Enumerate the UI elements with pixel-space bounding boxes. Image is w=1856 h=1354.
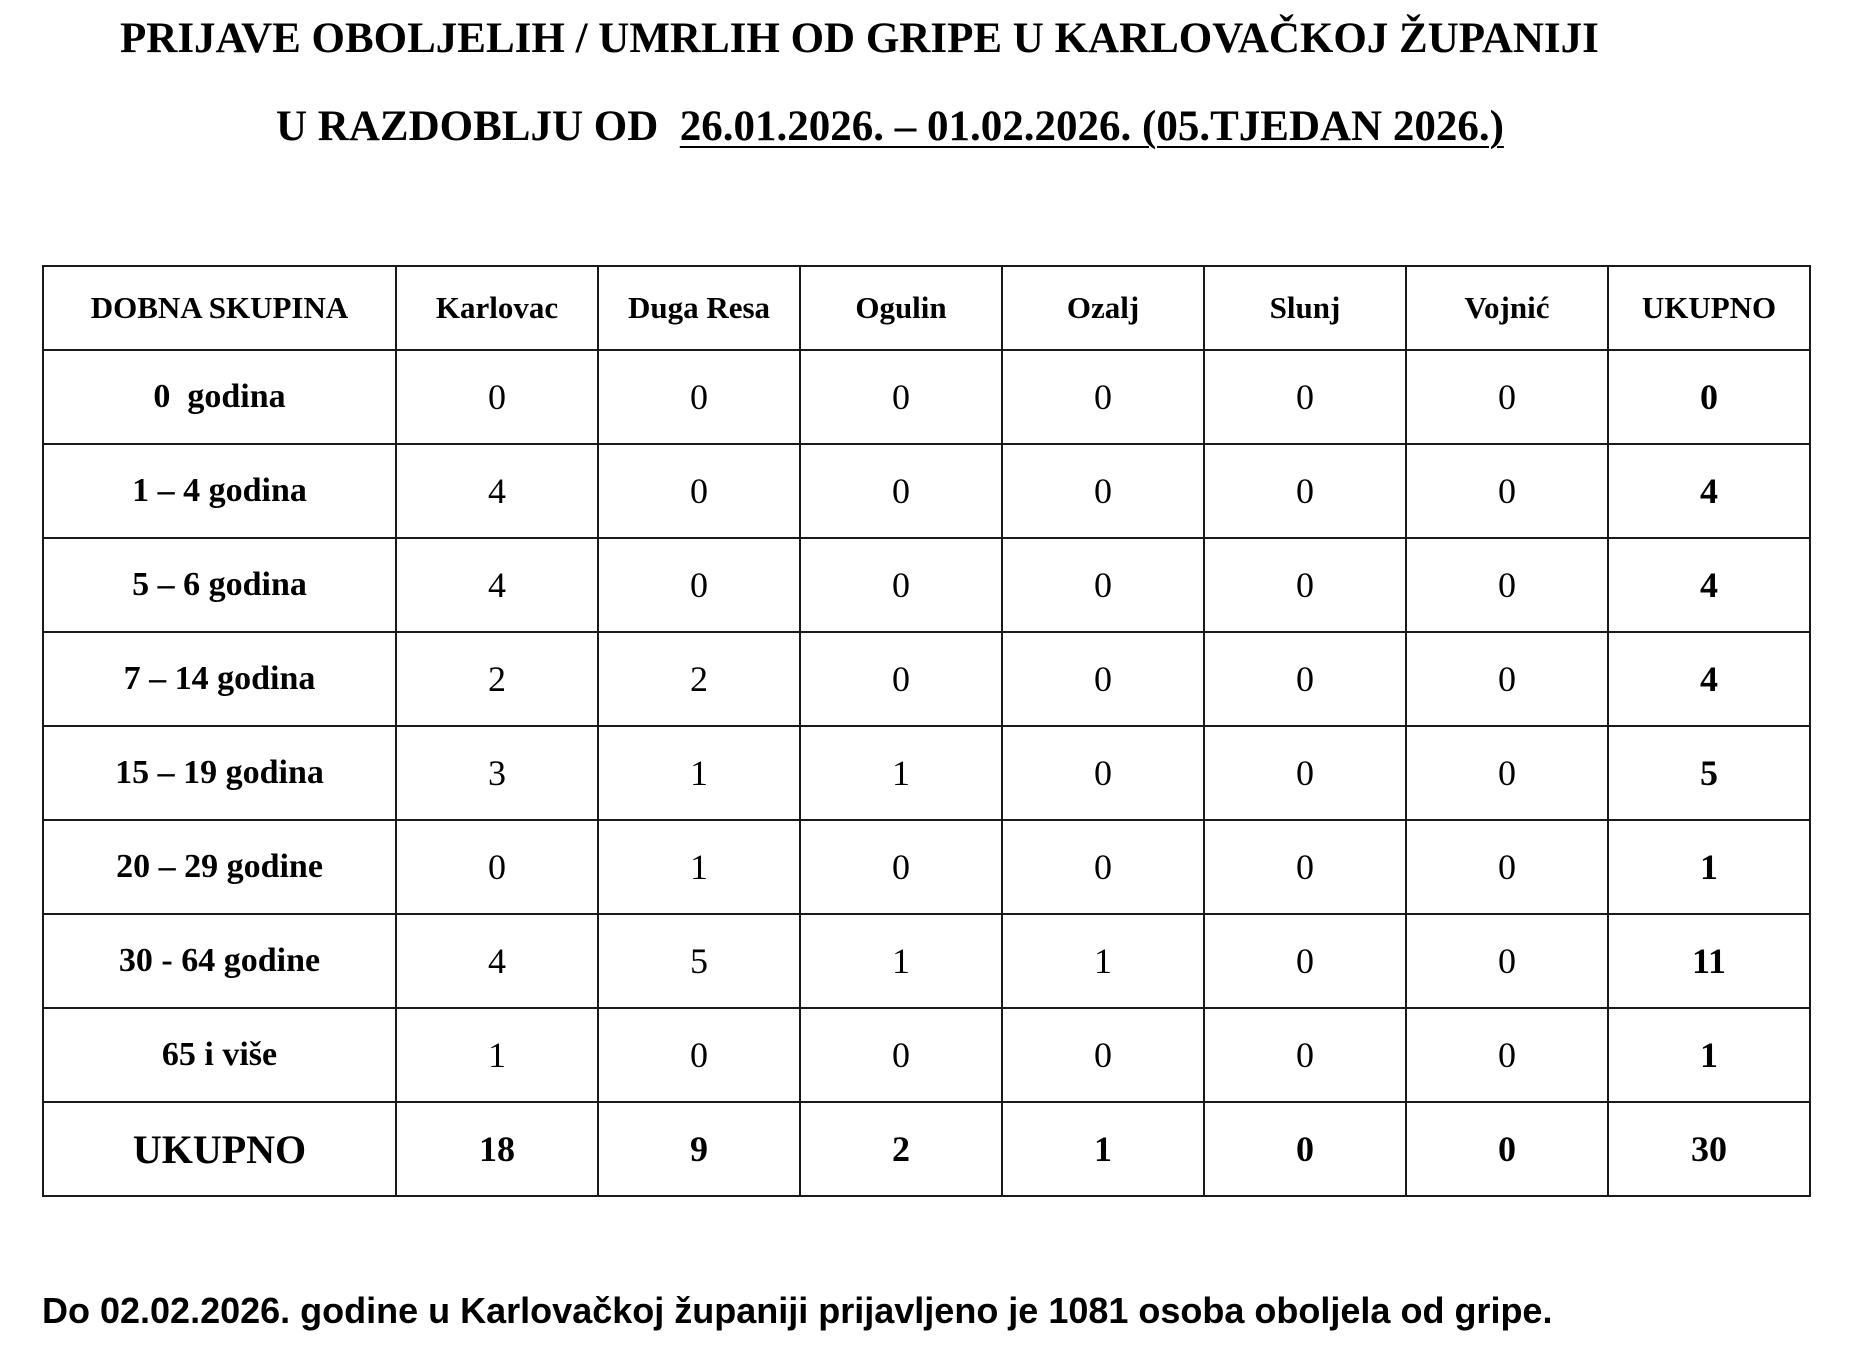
cell-ozalj: 0 [1002,538,1204,632]
table-row [43,632,1810,726]
age-group-cell: 1 – 4 godina [43,444,396,538]
cell-slunj: 0 [1204,820,1406,914]
cell-total: 11 [1608,914,1810,1008]
age-group-cell: 30 - 64 godine [43,914,396,1008]
cell-duga-resa: 9 [598,1102,800,1196]
cell-total: 1 [1608,820,1810,914]
flu-cases-table [42,265,1811,1197]
age-group-cell: 65 i više [43,1008,396,1102]
cell-vojnic: 0 [1406,820,1608,914]
cell-karlovac: 4 [396,444,598,538]
cell-ogulin: 0 [800,820,1002,914]
header-total: UKUPNO [1608,266,1810,350]
header-duga-resa: Duga Resa [598,266,800,350]
cell-total: 1 [1608,1008,1810,1102]
title-period-dates: 26.01.2026. – 01.02.2026. (05.TJEDAN 2026.) [679,103,1504,150]
cell-ogulin: 2 [800,1102,1002,1196]
cell-ozalj: 1 [1002,914,1204,1008]
header-ozalj: Ozalj [1002,266,1204,350]
cell-ogulin: 0 [800,350,1002,444]
cell-karlovac: 4 [396,538,598,632]
table-body [43,350,1810,1196]
table-row [43,444,1810,538]
cell-slunj: 0 [1204,538,1406,632]
cell-ogulin: 0 [800,444,1002,538]
document-title-line-1: PRIJAVE OBOLJELIH / UMRLIH OD GRIPE U KARLOVAČKOJ ŽUPANIJI [120,15,1599,62]
cell-duga-resa: 2 [598,632,800,726]
cell-duga-resa: 0 [598,350,800,444]
table-row [43,538,1810,632]
table-row [43,1102,1810,1196]
age-group-cell: 15 – 19 godina [43,726,396,820]
cell-slunj: 0 [1204,444,1406,538]
header-vojnic: Vojnić [1406,266,1608,350]
table-row [43,820,1810,914]
cell-total: 30 [1608,1102,1810,1196]
footer-summary: Do 02.02.2026. godine u Karlovačkoj županiji prijavljeno je 1081 osoba oboljela od gripe. [42,1290,1553,1331]
table-row [43,726,1810,820]
cell-slunj: 0 [1204,726,1406,820]
cell-vojnic: 0 [1406,1102,1608,1196]
cell-karlovac: 3 [396,726,598,820]
cell-ozalj: 0 [1002,1008,1204,1102]
cell-ozalj: 1 [1002,1102,1204,1196]
cell-ogulin: 1 [800,726,1002,820]
cell-duga-resa: 0 [598,538,800,632]
table-row [43,350,1810,444]
table-header-row [43,266,1810,350]
cell-ozalj: 0 [1002,726,1204,820]
document-title-line-2 [276,102,1504,151]
table-row [43,1008,1810,1102]
cell-duga-resa: 0 [598,444,800,538]
table-row [43,914,1810,1008]
cell-total: 0 [1608,350,1810,444]
cell-karlovac: 0 [396,350,598,444]
cell-vojnic: 0 [1406,632,1608,726]
cell-ogulin: 1 [800,914,1002,1008]
header-karlovac: Karlovac [396,266,598,350]
cell-ogulin: 0 [800,1008,1002,1102]
age-group-cell: 20 – 29 godine [43,820,396,914]
cell-vojnic: 0 [1406,350,1608,444]
cell-karlovac: 0 [396,820,598,914]
cell-total: 4 [1608,538,1810,632]
cell-ogulin: 0 [800,632,1002,726]
cell-total: 4 [1608,444,1810,538]
cell-duga-resa: 0 [598,1008,800,1102]
cell-ozalj: 0 [1002,632,1204,726]
cell-slunj: 0 [1204,914,1406,1008]
cell-slunj: 0 [1204,350,1406,444]
header-age-group: DOBNA SKUPINA [43,266,396,350]
cell-karlovac: 18 [396,1102,598,1196]
cell-duga-resa: 1 [598,820,800,914]
cell-vojnic: 0 [1406,444,1608,538]
cell-ogulin: 0 [800,538,1002,632]
header-ogulin: Ogulin [800,266,1002,350]
cell-slunj: 0 [1204,1102,1406,1196]
title-period-prefix: U RAZDOBLJU OD [276,103,680,150]
cell-ozalj: 0 [1002,444,1204,538]
cell-slunj: 0 [1204,1008,1406,1102]
age-group-cell: UKUPNO [43,1102,396,1196]
cell-vojnic: 0 [1406,726,1608,820]
cell-karlovac: 2 [396,632,598,726]
cell-slunj: 0 [1204,632,1406,726]
cell-karlovac: 4 [396,914,598,1008]
age-group-cell: 7 – 14 godina [43,632,396,726]
cell-ozalj: 0 [1002,820,1204,914]
cell-karlovac: 1 [396,1008,598,1102]
age-group-cell: 0 godina [43,350,396,444]
cell-vojnic: 0 [1406,914,1608,1008]
header-slunj: Slunj [1204,266,1406,350]
cell-duga-resa: 1 [598,726,800,820]
cell-duga-resa: 5 [598,914,800,1008]
age-group-cell: 5 – 6 godina [43,538,396,632]
cell-total: 4 [1608,632,1810,726]
cell-vojnic: 0 [1406,538,1608,632]
cell-vojnic: 0 [1406,1008,1608,1102]
cell-total: 5 [1608,726,1810,820]
cell-ozalj: 0 [1002,350,1204,444]
